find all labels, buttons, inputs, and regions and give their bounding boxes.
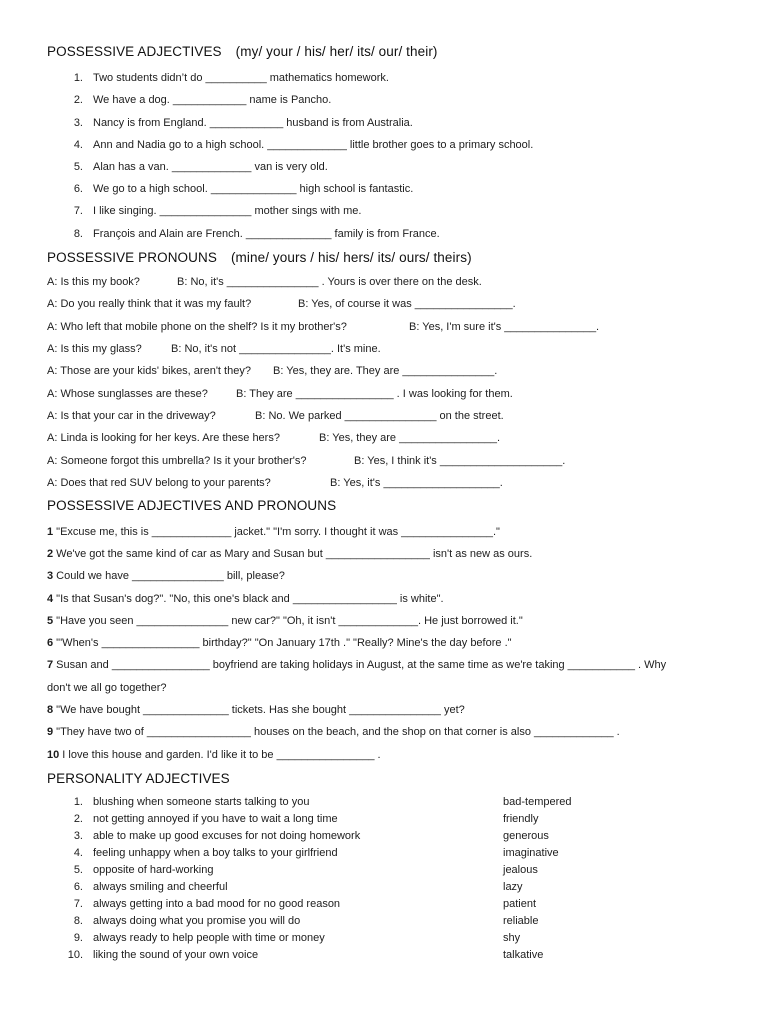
exercise-item: 3 Could we have _______________ bill, please? <box>47 570 285 582</box>
section-title-adjectives-and-pronouns <box>47 498 336 513</box>
section-title-possessive-pronouns <box>47 250 472 265</box>
exercise-item: 8 "We have bought ______________ tickets. Has she bought _______________ yet? <box>47 704 465 716</box>
section-title-text: PERSONALITY ADJECTIVES <box>47 771 230 786</box>
section-title-text: POSSESSIVE ADJECTIVES AND PRONOUNS <box>47 498 337 513</box>
exercise-item: 5 "Have you seen _______________ new car?" "Oh, it isn't _____________. He just borrowed it." <box>47 615 523 627</box>
exercise-item: 1 "Excuse me, this is _____________ jacket." "I'm sorry. I thought it was _______________." <box>47 526 500 538</box>
exercise-item: 6 "'When's ________________ birthday?" "On January 17th ." "Really? Mine's the day before ." <box>47 637 512 649</box>
section-title-personality-adjectives <box>47 771 230 786</box>
section-subtitle: (my/ your / his/ her/ its/ our/ their) <box>235 44 438 59</box>
exercise-item: 7 Susan and ________________ boyfriend are taking holidays in August, at the same time as we're taking ___________ . Why <box>47 659 667 671</box>
worksheet-page: POSSESSIVE ADJECTIVES (my/ your / his/ her/ its/ our/ their) 1. Two students didn’t do __________ mathematics homework. 2. We have a dog. ____________ name is Pancho. 3. Nancy is from England. ____________ husband is from Australia. 4. Ann and Nadia go to a high school. _____________ little brother goes to a primary school. 5. Alan has a van. _____________ van is very old. 6. We go to a high school. ______________ high school is fantastic. 7. I like singing. _______________ mother sings with me. 8. François and Alain are French. ______________ family is from France. POSSESSIVE PRONOUNS (mine/ yours / his/ hers/ its/ ours/ theirs) A: Is this my book? B: No, it's _______________ . Yours is over there on the desk. A: Do you really think that it was my fault? B: Yes, of course it was ________________. A: Who left that mobile phone on the shelf? Is it my brother's? B: Yes, I'm sure it's _______________. A: Is this my glass? B: No, it's not _______________. It's mine. A: Those are your kids' bikes, aren't they? B: Yes, they are. They are _______________. A: Whose sunglasses are these? B: They are ________________ . I was looking for them. A: Is that your car in the driveway? B: No. We parked _______________ on the street. A: Linda is looking for her keys. Are these hers? B: Yes, they are ________________. A: Someone forgot this umbrella? Is it your brother's? B: Yes, I think it's ____________________. A: Does that red SUV belong to your parents? B: Yes, it's ___________________. POSSESSIVE ADJECTIVES AND PRONOUNS 1 "Excuse me, this is _____________ jacket." "I'm sorry. I thought it was _______________." 2 We've got the same kind of car as Mary and Susan but _________________ isn't as new as ours. 3 Could we have _______________ bill, please? 4 "Is that Susan's dog?". "No, this one's black and _________________ is white". 5 "Have you seen _______________ new car?" "Oh, it isn't _____________. He just borrowed it." 6 "'When's ________________ birthday?" "On January 17th ." "Really? Mine's the day before ." 7 Susan and ________________ boyfriend are taking holidays in August, at the same time as we're taking ___________ . Why don't we all go together? 8 "We have bought ______________ tickets. Has she bought _______________ yet? 9 "They have two of _________________ houses on the beach, and the shop on that corner is also _____________ . 10 I love this house and garden. I'd like it to be ________________ . PERSONALITY ADJECTIVES 1. blushing when someone starts talking to you bad-tempered 2. not getting annoyed if you have to wait a long time friendly 3. able to make up good excuses for not doing homework generous 4. feeling unhappy when a boy talks to your girlfriend imaginative 5. opposite of hard-working jealous 6. always smiling and cheerful lazy 7. always getting into a bad mood for no good reason patient 8. always doing what you promise you will do reliable 9. always ready to help people with time or money shy 10. liking the sound of your own voice talkative <box>47 44 667 961</box>
exercise-item-continuation: don't we all go together? <box>47 682 167 694</box>
section-title-text: POSSESSIVE ADJECTIVES <box>47 44 222 59</box>
exercise-item: 2 We've got the same kind of car as Mary and Susan but _________________ isn't as new as ours. <box>47 548 533 560</box>
exercise-item: 10 I love this house and garden. I'd like it to be ________________ . <box>47 749 381 761</box>
section-subtitle: (mine/ yours / his/ hers/ its/ ours/ theirs) <box>230 250 472 265</box>
exercise-item: 9 "They have two of _________________ houses on the beach, and the shop on that corner is also _____________ . <box>47 726 620 738</box>
section-title-possessive-adjectives <box>47 44 438 59</box>
exercise-item: 4 "Is that Susan's dog?". "No, this one's black and _________________ is white". <box>47 593 444 605</box>
section-title-text: POSSESSIVE PRONOUNS <box>47 250 217 265</box>
